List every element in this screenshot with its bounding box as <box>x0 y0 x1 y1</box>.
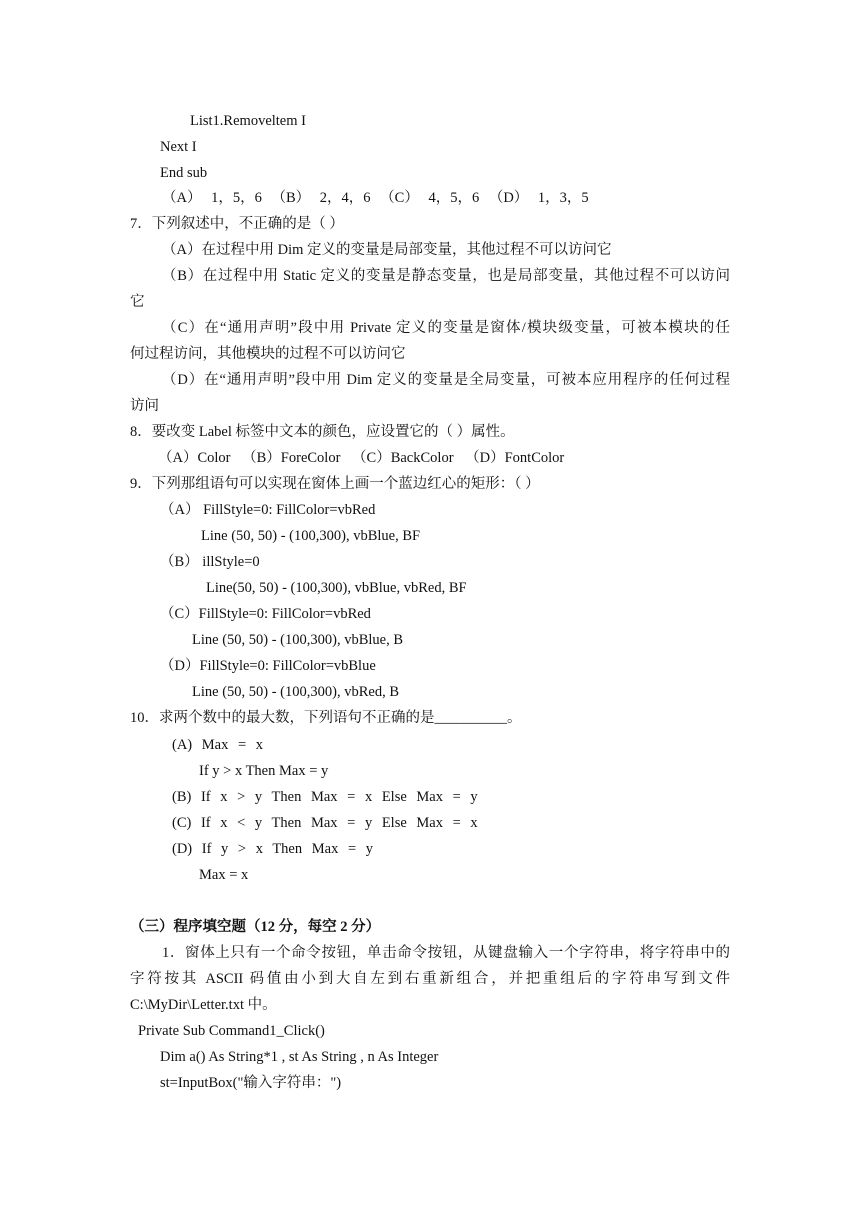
question-7-option-d-cont: 访问 <box>130 398 159 414</box>
problem-text: 字符按其 ASCII 码值由小到大自左到右重新组合，并把重组后的字符串写到文件 <box>130 971 730 987</box>
question-9-option-b: （B） illStyle=0 <box>160 554 260 570</box>
question-10-option-a: (A) Max = x <box>172 737 264 753</box>
question-10-option-d-code: Max = x <box>199 867 249 883</box>
question-8-stem: 8．要改变 Label 标签中文本的颜色，应设置它的（ ）属性。 <box>130 424 515 440</box>
question-9-option-b-code: Line(50, 50) - (100,300), vbBlue, vbRed, BF <box>206 580 467 596</box>
question-7-stem: 7．下列叙述中，不正确的是（ ） <box>130 216 344 232</box>
question-10-stem: 10．求两个数中的最大数，下列语句不正确的是__________。 <box>130 710 522 726</box>
section-heading: （三）程序填空题（12 分，每空 2 分） <box>130 919 381 935</box>
question-10-option-a-code: If y > x Then Max = y <box>199 763 329 779</box>
question-9-option-d: （D）FillStyle=0: FillColor=vbBlue <box>160 658 376 674</box>
problem-text: C:\MyDir\Letter.txt 中。 <box>130 997 277 1013</box>
question-9-option-a: （A） FillStyle=0: FillColor=vbRed <box>160 502 376 518</box>
code-line: Dim a() As String*1 , st As String , n As Integer <box>160 1049 439 1065</box>
code-line: End sub <box>160 165 208 181</box>
answer-options: （A） 1，5，6 （B） 2，4，6 （C） 4，5，6 （D） 1，3，5 <box>162 190 589 206</box>
question-8-options: （A）Color （B）ForeColor （C）BackColor （D）FontColor <box>158 450 565 466</box>
question-7-option-c: （C）在“通用声明”段中用 Private 定义的变量是窗体/模块级变量，可被本模块的任 <box>162 320 730 336</box>
code-line: List1.Removeltem I <box>190 113 306 129</box>
question-9-stem: 9．下列那组语句可以实现在窗体上画一个蓝边红心的矩形：（ ） <box>130 476 540 492</box>
code-line: st=InputBox("输入字符串：") <box>160 1075 342 1091</box>
question-9-option-a-code: Line (50, 50) - (100,300), vbBlue, BF <box>201 528 421 544</box>
question-7-option-d: （D）在“通用声明”段中用 Dim 定义的变量是全局变量，可被本应用程序的任何过程 <box>162 372 730 388</box>
question-10-option-d: (D) If y > x Then Max = y <box>172 841 374 857</box>
question-9-option-c: （C）FillStyle=0: FillColor=vbRed <box>160 606 371 622</box>
code-line: Next I <box>160 139 197 155</box>
question-10-option-c: (C) If x < y Then Max = y Else Max = x <box>172 815 478 831</box>
problem-text: 1．窗体上只有一个命令按钮，单击命令按钮，从键盘输入一个字符串，将字符串中的 <box>162 945 730 961</box>
question-7-option-b-cont: 它 <box>130 294 145 310</box>
question-7-option-c-cont: 何过程访问，其他模块的过程不可以访问它 <box>130 346 406 362</box>
question-7-option-b: （B）在过程中用 Static 定义的变量是静态变量，也是局部变量，其他过程不可以访问 <box>162 268 730 284</box>
question-7-option-a: （A）在过程中用 Dim 定义的变量是局部变量，其他过程不可以访问它 <box>162 242 612 258</box>
question-9-option-d-code: Line (50, 50) - (100,300), vbRed, B <box>192 684 399 700</box>
question-9-option-c-code: Line (50, 50) - (100,300), vbBlue, B <box>192 632 404 648</box>
code-line: Private Sub Command1_Click() <box>138 1023 325 1039</box>
question-10-option-b: (B) If x > y Then Max = x Else Max = y <box>172 789 478 805</box>
